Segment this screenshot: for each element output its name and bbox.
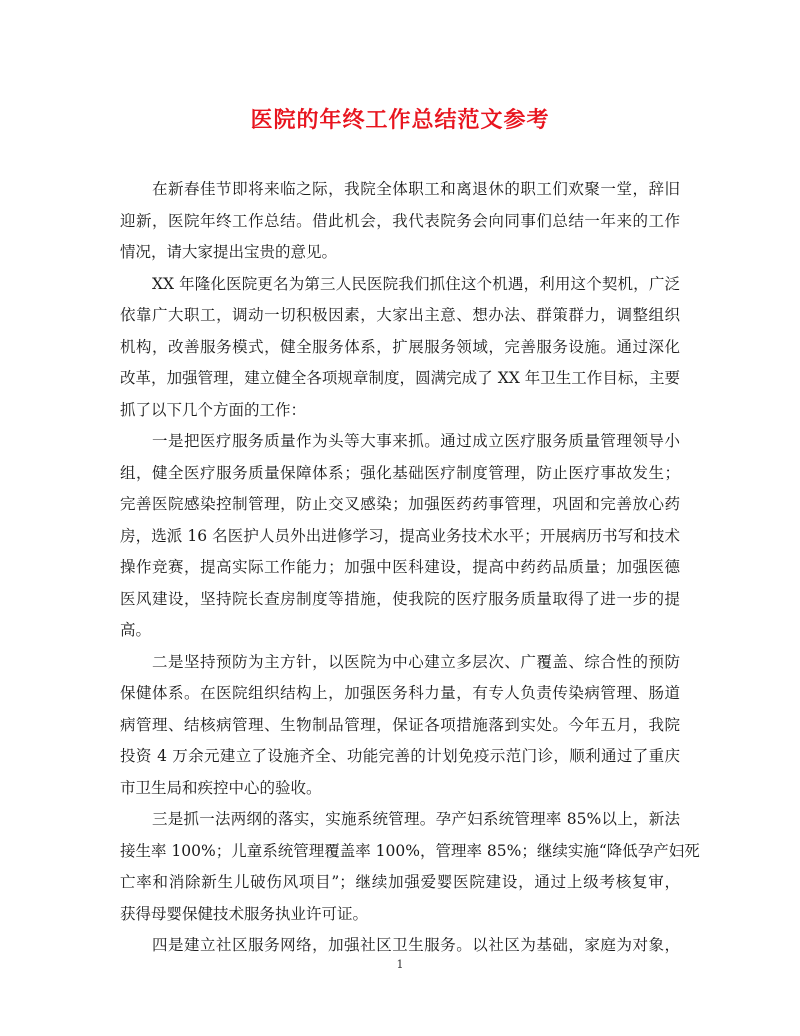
document-title: 医院的年终工作总结范文参考 — [250, 107, 550, 133]
text-line: 房，选派 16 名医护人员外出进修学习，提高业务技术水平；开展病历书写和技术 — [120, 526, 680, 545]
text-line: 完善医院感染控制管理，防止交叉感染；加强医药药事管理，巩固和完善放心药 — [120, 495, 680, 513]
text-line: 三是抓一法两纲的落实，实施系统管理。孕产妇系统管理率 85%以上，新法 — [152, 810, 680, 828]
text-line: 操作竞赛，提高实际工作能力；加强中医科建设，提高中药药品质量；加强医德 — [120, 558, 680, 576]
page-number: 1 — [396, 958, 404, 971]
text-line: 二是坚持预防为主方针，以医院为中心建立多层次、广覆盖、综合性的预防 — [152, 652, 680, 671]
paragraph — [120, 804, 700, 930]
text-line: 抓了以下几个方面的工作： — [120, 400, 307, 419]
paragraph — [120, 426, 680, 647]
text-line: 获得母婴保健技术服务执业许可证。 — [120, 904, 369, 923]
paragraph — [120, 930, 680, 962]
text-line: XX 年隆化医院更名为第三人民医院我们抓住这个机遇，利用这个契机，广泛 — [152, 274, 680, 293]
document-body — [120, 174, 700, 962]
text-line: 组，健全医疗服务质量保障体系；强化基础医疗制度管理，防止医疗事故发生； — [120, 463, 680, 482]
text-line: 亡率和消除新生儿破伤风项目”；继续加强爱婴医院建设，通过上级考核复审， — [120, 873, 680, 891]
paragraph — [120, 269, 680, 427]
text-line: 一是把医疗服务质量作为头等大事来抓。通过成立医疗服务质量管理领导小 — [152, 432, 680, 450]
text-line: 依靠广大职工，调动一切积极因素，大家出主意、想办法、群策群力，调整组织 — [120, 306, 680, 324]
text-line: 病管理、结核病管理、生物制品管理，保证各项措施落到实处。今年五月，我院 — [120, 715, 680, 734]
text-line: 保健体系。在医院组织结构上，加强医务科力量，有专人负责传染病管理、肠道 — [120, 684, 680, 702]
text-line: 四是建立社区服务网络，加强社区卫生服务。以社区为基础，家庭为对象， — [152, 936, 680, 954]
text-line: 迎新，医院年终工作总结。借此机会，我代表院务会向同事们总结一年来的工作 — [120, 211, 680, 230]
text-line: 情况，请大家提出宝贵的意见。 — [120, 243, 338, 261]
text-line: 医风建设，坚持院长查房制度等措施，使我院的医疗服务质量取得了进一步的提 — [120, 589, 680, 608]
text-line: 机构，改善服务模式，健全服务体系，扩展服务领域，完善服务设施。通过深化 — [120, 337, 680, 356]
paragraph — [120, 647, 680, 805]
text-line: 市卫生局和疾控中心的验收。 — [120, 778, 322, 797]
text-line: 高。 — [120, 621, 152, 639]
text-line: 改革，加强管理，建立健全各项规章制度，圆满完成了 XX 年卫生工作目标，主要 — [120, 369, 680, 387]
text-line: 接生率 100%；儿童系统管理覆盖率 100%，管理率 85%；继续实施“降低孕产妇死 — [120, 841, 700, 860]
text-line: 投资 4 万余元建立了设施齐全、功能完善的计划免疫示范门诊，顺利通过了重庆 — [120, 747, 680, 765]
paragraph — [120, 174, 680, 269]
text-line: 在新春佳节即将来临之际，我院全体职工和离退休的职工们欢聚一堂，辞旧 — [152, 180, 680, 198]
